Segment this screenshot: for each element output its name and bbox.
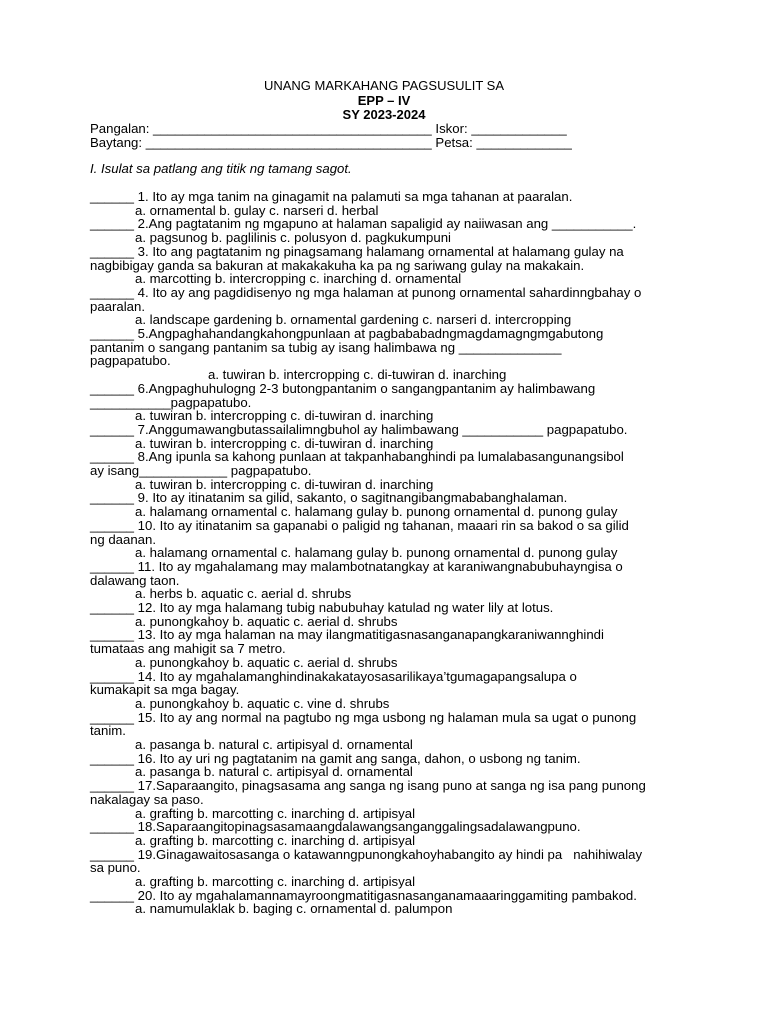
question-5-cont: pagpapatubo. [90, 353, 171, 369]
question-10-cont: ng daanan. [90, 531, 157, 547]
question-10: ______ 10. Ito ay itinatanim sa gapanabi o paligid ng tahanan, maaari rin sa bakod o sa gilid [90, 517, 629, 533]
choices-6: a. tuwiran b. intercropping c. di-tuwiran d. inarching [135, 408, 434, 424]
question-13-cont: tumataas ang mahigit sa 7 metro. [90, 641, 286, 657]
question-2: ______ 2.Ang pagtatanim ng mgapuno at halaman sapaligid ay naiiwasan ang ___________. [90, 216, 637, 232]
grade-date-line: Baytang: _______________________________________ Petsa: _____________ [90, 135, 572, 150]
question-7: ______ 7.Anggumawangbutassailalimngbuhol ay halimbawang ___________ pagpapatubo. [90, 421, 628, 437]
choices-2: a. pagsunog b. paglilinis c. polusyon d. pagkukumpuni [135, 230, 451, 246]
question-1: ______ 1. Ito ay mga tanim na ginagamit na palamuti sa mga tahanan at paaralan. [90, 189, 573, 204]
question-8-cont: ay isang____________ pagpapatubo. [90, 463, 312, 478]
question-11-cont: dalawang taon. [90, 572, 180, 588]
exam-subject: EPP – IV [357, 93, 411, 108]
choices-14: a. punongkahoy b. aquatic c. vine d. shrubs [135, 695, 390, 711]
question-17: ______ 17.Saparaangito, pinagsasama ang sanga ng isang puno at sanga ng isa pang punong [90, 778, 646, 794]
exam-title: UNANG MARKAHANG PAGSUSULIT SA [263, 78, 505, 93]
choices-3: a. marcotting b. intercropping c. inarching d. ornamental [135, 271, 462, 287]
school-year: SY 2023-2024 [342, 107, 426, 122]
question-15: ______ 15. Ito ay ang normal na pagtubo ng mga usbong ng halaman mula sa ugat o punong [90, 709, 637, 725]
name-score-line: Pangalan: ______________________________________ Iskor: _____________ [90, 121, 567, 136]
question-19-cont: sa puno. [90, 860, 141, 876]
question-3: ______ 3. Ito ang pagtatanim ng pinagsamang halamang ornamental at halamang gulay na [90, 243, 624, 259]
instructions: I. Isulat sa patlang ang titik ng tamang sagot. [90, 161, 352, 176]
choices-4: a. landscape gardening b. ornamental gardening c. narseri d. intercropping [135, 312, 572, 328]
question-16: ______ 16. Ito ay uri ng pagtatanim na gamit ang sanga, dahon, o usbong ng tanim. [90, 750, 581, 766]
question-8: ______ 8.Ang ipunla sa kahong punlaan at takpanhabanghindi pa lumalabasangunangsibol [90, 449, 624, 465]
question-3-cont: nagbibigay ganda sa bakuran at makakakuha ka pa ng sariwang gulay na makakain. [90, 257, 585, 273]
question-15-cont: tanim. [90, 723, 126, 739]
choices-18: a. grafting b. marcotting c. inarching d. artipisyal [135, 832, 416, 848]
choices-5: a. tuwiran b. intercropping c. di-tuwiran d. inarching [208, 367, 507, 383]
choices-16: a. pasanga b. natural c. artipisyal d. ornamental [135, 764, 413, 780]
question-19: ______ 19.Ginagawaitosasanga o katawanngpunongkahoyhabangito ay hindi pa nahihiwalay [90, 846, 643, 862]
choices-19: a. grafting b. marcotting c. inarching d. artipisyal [135, 874, 416, 889]
question-6: ______ 6.Angpaghuhulogng 2-3 butongpantanim o sangangpantanim ay halimbawang [90, 380, 596, 396]
question-5-cont: pantanim o sangang pantanim sa tubig ay isang halimbawa ng ______________ [90, 339, 562, 355]
choices-1: a. ornamental b. gulay c. narseri d. herbal [135, 202, 379, 218]
question-12: ______ 12. Ito ay mga halamang tubig nabubuhay katulad ng water lily at lotus. [90, 600, 554, 615]
choices-13: a. punongkahoy b. aquatic c. aerial d. shrubs [135, 654, 398, 670]
question-5: ______ 5.Angpaghahandangkahongpunlaan at pagbababadngmagdamagngmgabutong [90, 326, 604, 341]
question-9: ______ 9. Ito ay itinatanim sa gilid, sakanto, o sagitnangibangmababanghalaman. [90, 490, 568, 506]
choices-10: a. halamang ornamental c. halamang gulay b. punong ornamental d. punong gulay [135, 545, 618, 561]
choices-9: a. halamang ornamental c. halamang gulay b. punong ornamental d. punong gulay [135, 504, 618, 520]
choices-17: a. grafting b. marcotting c. inarching d. artipisyal [135, 805, 416, 821]
question-13: ______ 13. Ito ay mga halaman na may ilangmatitigasnasanganapangkaraniwannghindi [90, 627, 604, 643]
question-17-cont: nakalagay sa paso. [90, 791, 204, 807]
question-14-cont: kumakapit sa mga bagay. [90, 682, 240, 698]
choices-12: a. punongkahoy b. aquatic c. aerial d. shrubs [135, 613, 398, 629]
question-20: ______ 20. Ito ay mgahalamannamayroongmatitigasnasanganamaaaringgamiting pambakod. [90, 887, 637, 903]
choices-8: a. tuwiran b. intercropping c. di-tuwiran d. inarching [135, 476, 434, 492]
question-18: ______ 18.Saparaangitopinagsasamaangdalawangsanganggalingsadalawangpuno. [90, 819, 581, 835]
choices-7: a. tuwiran b. intercropping c. di-tuwiran d. inarching [135, 435, 434, 451]
choices-11: a. herbs b. aquatic c. aerial d. shrubs [135, 586, 352, 602]
choices-20: a. namumulaklak b. baging c. ornamental d. palumpon [135, 901, 453, 917]
choices-15: a. pasanga b. natural c. artipisyal d. ornamental [135, 737, 413, 752]
question-4-cont: paaralan. [90, 298, 145, 314]
question-6-cont: ___________pagpapatubo. [90, 394, 252, 410]
question-14: ______ 14. Ito ay mgahalamanghindinakakatayosasarilikaya’tgumagapangsalupa o [90, 668, 577, 684]
question-11: ______ 11. Ito ay mgahalamang may malambotnatangkay at karaniwangnabubuhayngisa o [90, 558, 623, 574]
question-4: ______ 4. Ito ay ang pagdidisenyo ng mga halaman at punong ornamental sahardinngbahay o [90, 284, 642, 300]
